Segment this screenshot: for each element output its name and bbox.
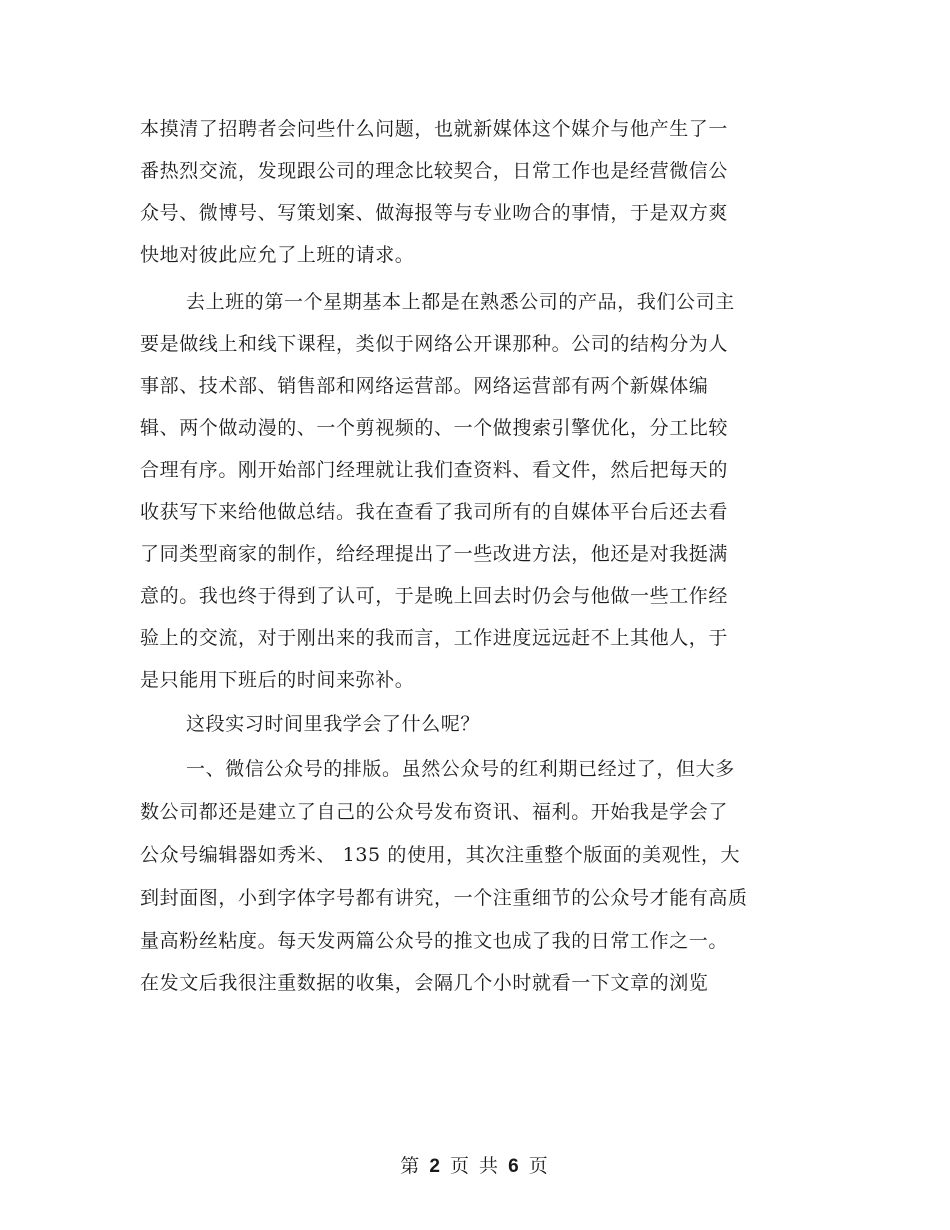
text-line: 验上的交流，对于刚出来的我而言，工作进度远远赶不上其他人，于 <box>140 627 729 649</box>
paragraph-start-line: 去上班的第一个星期基本上都是在熟悉公司的产品，我们公司主 <box>186 291 735 313</box>
text-line: 了同类型商家的制作，给经理提出了一些改进方法，他还是对我挺满 <box>140 543 729 565</box>
text-line: 意的。我也终于得到了认可，于是晚上回去时仍会与他做一些工作经 <box>140 585 729 607</box>
text-line: 众号、微博号、写策划案、做海报等与专业吻合的事情，于是双方爽 <box>140 202 729 224</box>
text-line: 是只能用下班后的时间来弥补。 <box>140 669 415 691</box>
text-line: 收获写下来给他做总结。我在查看了我司所有的自媒体平台后还去看 <box>140 501 729 523</box>
text-line: 要是做线上和线下课程，类似于网络公开课那种。公司的结构分为人 <box>140 333 729 355</box>
footer-prefix: 第 <box>400 1155 422 1177</box>
text-line: 合理有序。刚开始部门经理就让我们查资料、看文件，然后把每天的 <box>140 459 729 481</box>
section-question-line: 这段实习时间里我学会了什么呢？ <box>186 713 481 735</box>
total-page-number: 6 <box>508 1156 521 1177</box>
text-line: 番热烈交流，发现跟公司的理念比较契合，日常工作也是经营微信公 <box>140 160 729 182</box>
text-line: 在发文后我很注重数据的收集，会隔几个小时就看一下文章的浏览 <box>140 972 709 994</box>
text-line: 辑、两个做动漫的、一个剪视频的、一个做搜索引擎优化，分工比较 <box>140 417 729 439</box>
page-footer <box>0 1153 950 1180</box>
text-line: 量高粉丝粘度。每天发两篇公众号的推文也成了我的日常工作之一。 <box>140 930 729 952</box>
current-page-number: 2 <box>429 1156 442 1177</box>
footer-suffix: 页 <box>528 1155 550 1177</box>
text-line: 事部、技术部、销售部和网络运营部。网络运营部有两个新媒体编 <box>140 375 709 397</box>
text-line: 数公司都还是建立了自己的公众号发布资讯、福利。开始我是学会了 <box>140 801 729 823</box>
paragraph-start-line: 一、微信公众号的排版。虽然公众号的红利期已经过了，但大多 <box>186 758 735 780</box>
text-line: 本摸清了招聘者会问些什么问题，也就新媒体这个媒介与他产生了一 <box>140 118 729 140</box>
text-line: 快地对彼此应允了上班的请求。 <box>140 244 415 266</box>
text-line: 公众号编辑器如秀米、 135 的使用，其次注重整个版面的美观性，大 <box>140 844 741 866</box>
text-line: 到封面图，小到字体字号都有讲究，一个注重细节的公众号才能有高质 <box>140 887 748 909</box>
footer-middle: 页 共 <box>449 1155 501 1177</box>
